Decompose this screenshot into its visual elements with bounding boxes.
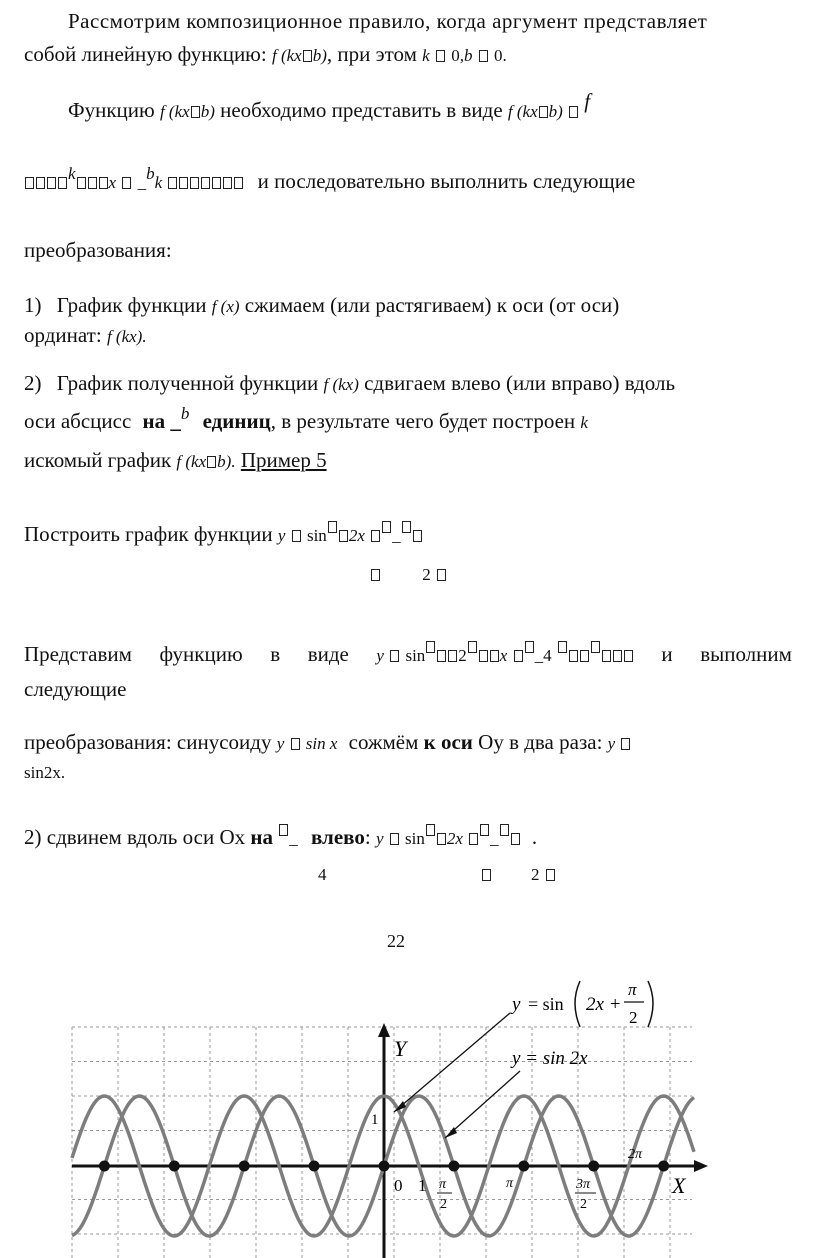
zero-marker <box>518 1161 529 1172</box>
missing-glyph <box>468 641 477 653</box>
missing-glyph <box>179 177 188 189</box>
missing-glyph <box>371 569 380 581</box>
missing-glyph <box>558 641 567 653</box>
label-top-pi: π <box>628 980 637 999</box>
example-heading: Пример 5 <box>240 448 327 472</box>
missing-glyph <box>448 650 457 662</box>
intro-text-1: Рассмотрим композиционное правило, когда аргумент представляет <box>68 9 708 33</box>
intro-line-2 <box>24 41 507 69</box>
shift-text-b: на <box>250 825 273 849</box>
item-2-line-3 <box>24 447 327 475</box>
label-top-y: y <box>512 994 521 1015</box>
missing-glyph <box>207 456 216 468</box>
tick-two-pi: 2π <box>628 1147 643 1162</box>
repr-two: 2 <box>458 646 467 665</box>
missing-glyph <box>569 650 578 662</box>
missing-glyph <box>223 177 232 189</box>
item-2-var-k: k <box>580 413 588 432</box>
formula-b-3: b) <box>548 102 563 121</box>
intro-line-1 <box>24 8 792 34</box>
pointer-arrow-bottom <box>445 1071 520 1138</box>
shift-var-y: y <box>375 829 384 848</box>
missing-glyph <box>402 521 411 533</box>
missing-glyph <box>77 177 86 189</box>
tick-three-pi-half-den: 2 <box>580 1197 587 1212</box>
missing-glyph <box>47 177 56 189</box>
left-paren <box>575 981 580 1027</box>
transform-sinx: sin x <box>305 734 338 753</box>
repr-four: _4 <box>534 646 552 665</box>
repr-word-5: и <box>661 642 673 666</box>
missing-glyph <box>469 833 478 845</box>
missing-glyph <box>201 177 210 189</box>
zero-marker <box>99 1161 110 1172</box>
missing-glyph <box>624 650 633 662</box>
intro-text-2: собой линейную функцию: <box>24 42 267 66</box>
missing-glyph <box>511 833 520 845</box>
item-1-text-c: ординат: <box>24 323 102 347</box>
frac-dash: _ <box>137 173 147 192</box>
var-b-sup: b <box>146 164 155 183</box>
item-1-line-1 <box>24 292 619 320</box>
num-zero-2: 0. <box>493 46 507 65</box>
formula-f-kx-3: f (kx <box>507 102 538 121</box>
transform-text-d: Оу в два раза: <box>478 730 603 754</box>
transform-var-y2: y <box>607 734 616 753</box>
axis-label-x: X <box>672 1173 686 1198</box>
missing-glyph <box>99 177 108 189</box>
label-bottom: y = sin 2x <box>512 1048 588 1069</box>
missing-glyph <box>436 50 445 62</box>
shift-frac-dash: _ <box>289 829 298 848</box>
missing-glyph <box>539 106 548 118</box>
item-1-text-a: График функции <box>56 293 207 317</box>
tick-one-y: 1 <box>371 1112 379 1128</box>
missing-glyph <box>613 650 622 662</box>
missing-glyph <box>303 50 312 62</box>
formula-line <box>24 164 636 196</box>
shift-sin: sin <box>404 829 425 848</box>
missing-glyph <box>371 530 380 542</box>
item-1-number: 1) <box>24 293 42 317</box>
repr-word-3: в <box>270 642 281 666</box>
item-2-var-b: b <box>180 404 190 423</box>
label-top-arg: 2x + <box>586 994 622 1015</box>
x-axis-arrow <box>694 1160 708 1172</box>
missing-glyph <box>58 177 67 189</box>
zero-marker <box>588 1161 599 1172</box>
page-number: 22 <box>387 931 405 951</box>
shift-text-a: 2) сдвинем вдоль оси Ох <box>24 825 246 849</box>
missing-glyph <box>191 106 200 118</box>
missing-glyph <box>390 833 399 845</box>
missing-glyph <box>437 569 446 581</box>
item-1-line-2 <box>24 322 147 350</box>
missing-glyph <box>482 869 491 881</box>
missing-glyph <box>437 833 446 845</box>
item-2-formula: f (kx) <box>323 375 359 394</box>
missing-glyph <box>514 650 523 662</box>
shift-colon: : <box>364 825 371 849</box>
label-top-den: 2 <box>629 1008 638 1027</box>
item-2-text-a: График полученной функции <box>56 371 319 395</box>
missing-glyph <box>580 650 589 662</box>
shift-period: . <box>531 825 538 849</box>
item-2-formula-3: b). <box>217 452 236 471</box>
shift-line <box>24 824 537 852</box>
missing-glyph <box>437 650 446 662</box>
item-1-text-b: сжимаем (или растягиваем) к оси (от оси) <box>244 293 620 317</box>
label-top-eq: = sin <box>528 994 564 1014</box>
missing-glyph <box>546 869 555 881</box>
shift-frac-dash-2: _ <box>490 829 499 848</box>
missing-glyph <box>480 824 489 836</box>
item-1-formula: f (x) <box>211 297 240 316</box>
transform-label: преобразования: <box>24 238 172 262</box>
missing-glyph <box>602 650 611 662</box>
missing-glyph <box>426 641 435 653</box>
formula-b-2: b) <box>200 102 215 121</box>
missing-glyph <box>25 177 34 189</box>
item-2-line-2 <box>24 404 588 436</box>
zero-marker <box>658 1161 669 1172</box>
repr-var-x: x <box>499 646 508 665</box>
formula-f-kx: f (kx <box>271 46 302 65</box>
shift-direction: влево <box>310 825 365 849</box>
missing-glyph <box>382 521 391 533</box>
formula-f-sup: f <box>584 89 591 113</box>
missing-glyph <box>426 824 435 836</box>
shift-2x: 2x <box>446 829 463 848</box>
repr-formula <box>376 641 633 669</box>
item-2-formula-2: f (kx <box>176 452 207 471</box>
tick-three-pi-half: 3π <box>576 1177 591 1192</box>
axis-label-y: Y <box>394 1036 407 1061</box>
repr-word-6: выполним <box>700 642 792 666</box>
item-2-line-1 <box>24 370 675 398</box>
missing-glyph <box>190 177 199 189</box>
item-2-text-g: искомый график <box>24 448 172 472</box>
task-var-y: y <box>277 526 286 545</box>
transform-text-c: к оси <box>423 730 473 754</box>
var-k-2: k <box>154 173 163 192</box>
transform-line-1 <box>24 729 631 757</box>
missing-glyph <box>291 738 300 750</box>
y-axis-arrow <box>378 1023 390 1037</box>
task-denominator: 2 <box>422 565 431 584</box>
missing-glyph <box>413 530 422 542</box>
right-paren <box>648 981 653 1027</box>
missing-glyph <box>339 530 348 542</box>
missing-glyph <box>525 641 534 653</box>
tick-pi-half-den: 2 <box>440 1197 447 1212</box>
missing-glyph <box>212 177 221 189</box>
item-2-shift-amount: на _ <box>142 409 181 433</box>
repr-word-2: функцию <box>159 642 243 666</box>
tick-one-x: 1 <box>418 1176 427 1195</box>
formula-b: b) <box>312 46 327 65</box>
task-line <box>24 521 423 549</box>
var-k-sup: k <box>68 164 76 183</box>
item-2-number: 2) <box>24 371 42 395</box>
item-2-units: единиц <box>202 409 271 433</box>
func-text-1: Функцию <box>68 98 155 122</box>
missing-glyph <box>621 738 630 750</box>
missing-glyph <box>479 50 488 62</box>
item-2-text-c: оси абсцисс <box>24 409 132 433</box>
missing-glyph <box>328 521 337 533</box>
transform-var-y: y <box>276 734 285 753</box>
missing-glyph <box>122 177 131 189</box>
task-line-2 <box>370 560 447 588</box>
tick-pi: π <box>506 1176 514 1191</box>
tick-pi-half: π <box>439 1177 447 1192</box>
missing-glyph <box>279 824 288 836</box>
sine-graph <box>0 975 816 1258</box>
missing-glyph <box>390 650 399 662</box>
pointer-arrow-top <box>394 1013 510 1112</box>
repr-word-4: виде <box>307 642 349 666</box>
var-b: b <box>463 46 473 65</box>
task-frac-dash: _ <box>392 526 401 545</box>
func-text-2: необходимо представить в виде <box>220 98 503 122</box>
shift-four: 4 <box>318 865 327 884</box>
zero-marker <box>169 1161 180 1172</box>
item-2-text-f: , в результате чего будет построен <box>270 409 576 433</box>
repr-sin: sin <box>405 646 426 665</box>
var-k: k <box>422 46 430 65</box>
missing-glyph <box>591 641 600 653</box>
transform-line-2 <box>24 758 65 786</box>
transform-text-a: преобразования: синусоиду <box>24 730 272 754</box>
missing-glyph <box>479 650 488 662</box>
formula-f-kx-2: f (kx <box>159 102 190 121</box>
repr-word-1: Представим <box>24 642 132 666</box>
shift-line-2 <box>318 860 556 888</box>
task-sin: sin <box>306 526 327 545</box>
formula-line-tail: и последовательно выполнить следующие <box>257 169 636 193</box>
item-1-formula-2: f (kx). <box>106 327 147 346</box>
missing-glyph <box>500 824 509 836</box>
repr-var-y: y <box>376 646 384 665</box>
transform-text-b: сожмём <box>348 730 419 754</box>
intro-text-3: , при этом <box>326 42 417 66</box>
repr-line-2: следующие <box>24 677 127 701</box>
shift-two: 2 <box>531 865 540 884</box>
missing-glyph <box>234 177 243 189</box>
missing-glyph <box>168 177 177 189</box>
zero-marker <box>309 1161 320 1172</box>
num-zero: 0, <box>451 46 464 65</box>
zero-marker <box>379 1161 390 1172</box>
missing-glyph <box>292 530 301 542</box>
missing-glyph <box>88 177 97 189</box>
missing-glyph <box>569 106 578 118</box>
repr-line-1 <box>24 641 792 669</box>
missing-glyph <box>490 650 499 662</box>
var-x: x <box>108 173 117 192</box>
origin-label: 0 <box>394 1176 403 1195</box>
missing-glyph <box>36 177 45 189</box>
func-line <box>68 89 591 125</box>
task-text: Построить график функции <box>24 522 273 546</box>
task-2x: 2x <box>348 526 365 545</box>
item-2-text-b: сдвигаем влево (или вправо) вдоль <box>364 371 676 395</box>
zero-marker <box>239 1161 250 1172</box>
transform-result: sin2x. <box>24 763 66 782</box>
zero-marker <box>448 1161 459 1172</box>
